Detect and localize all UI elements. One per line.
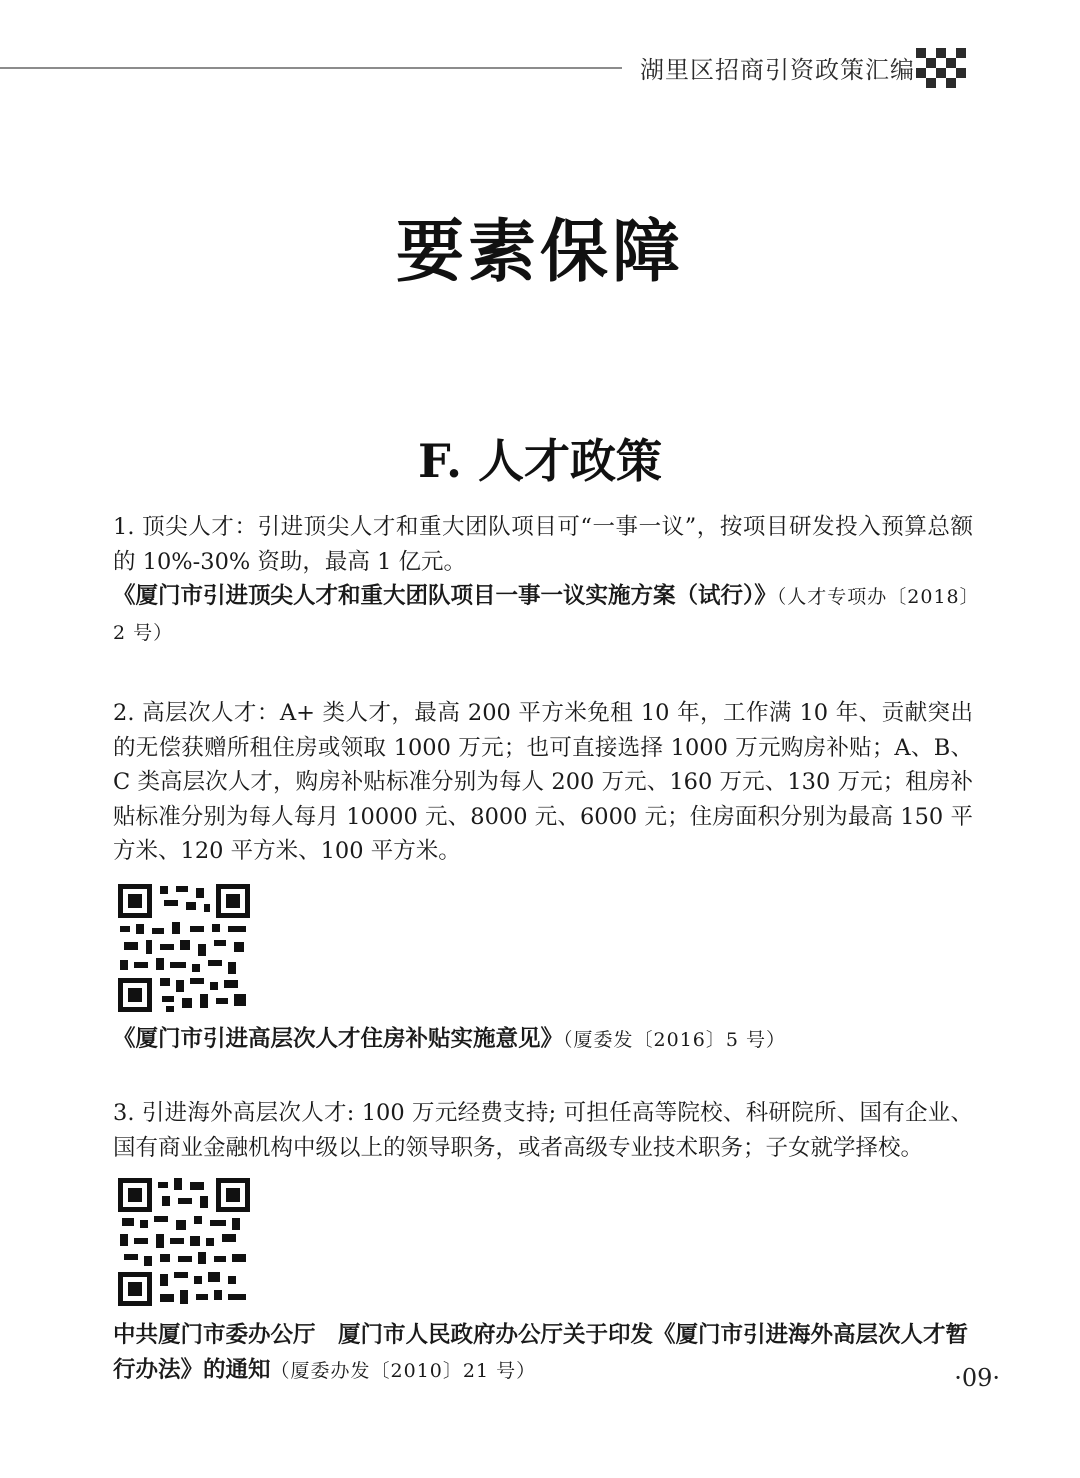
reference-title: 《厦门市引进高层次人才住房补贴实施意见》 [113, 1026, 564, 1052]
policy-item-1 [113, 510, 973, 650]
policy-reference [113, 1318, 973, 1388]
checker-logo-icon [916, 48, 968, 88]
header-title: 湖里区招商引资政策汇编 [640, 56, 915, 84]
qr-code-icon[interactable] [116, 1176, 252, 1308]
page-number: ·09· [954, 1364, 1000, 1392]
reference-title: 《厦门市引进顶尖人才和重大团队项目一事一议实施方案（试行）》 [113, 583, 777, 609]
page-title: 要素保障 [395, 212, 684, 292]
reference-title: 中共厦门市委办公厅 厦门市人民政府办公厅关于印发《厦门市引进海外高层次人才暂行办法》的通知 [113, 1322, 969, 1383]
policy-item-3 [113, 1096, 973, 1165]
reference-number: （厦委办发〔2010〕21 号） [270, 1359, 537, 1382]
policy-text: 1. 顶尖人才：引进顶尖人才和重大团队项目可“一事一议”，按项目研发投入预算总额的 10%-30% 资助，最高 1 亿元。 [113, 514, 973, 575]
policy-reference [113, 579, 973, 650]
header-divider [0, 67, 622, 69]
qr-code-icon[interactable] [116, 882, 252, 1014]
policy-item-3-reference [113, 1318, 973, 1388]
reference-number: （厦委发〔2016〕5 号） [563, 1029, 786, 1051]
policy-reference [113, 1022, 973, 1058]
section-title: F. 人才政策 [417, 434, 663, 488]
policy-item-2 [113, 696, 973, 869]
policy-text: 2. 高层次人才：A+ 类人才，最高 200 平方米免租 10 年，工作满 10 年、贡献突出的无偿获赠所租住房或领取 1000 万元；也可直接选择 1000 万元购房补贴；A、B、C 类高层次人才，购房补贴标准分别为每人 200 万元、160 万元、130 万元；租房补贴标准分别为每人每月 10000 元、8000 元、6000 元；住房面积分别为最高 150 平方米、120 平方米、100 平方米。 [113, 700, 973, 864]
policy-item-2-reference [113, 1022, 973, 1058]
policy-text: 3. 引进海外高层次人才: 100 万元经费支持; 可担任高等院校、科研院所、国有企业、国有商业金融机构中级以上的领导职务，或者高级专业技术职务；子女就学择校。 [113, 1100, 973, 1161]
reference-number: （人才专项办〔2018〕2 号） [113, 586, 971, 644]
